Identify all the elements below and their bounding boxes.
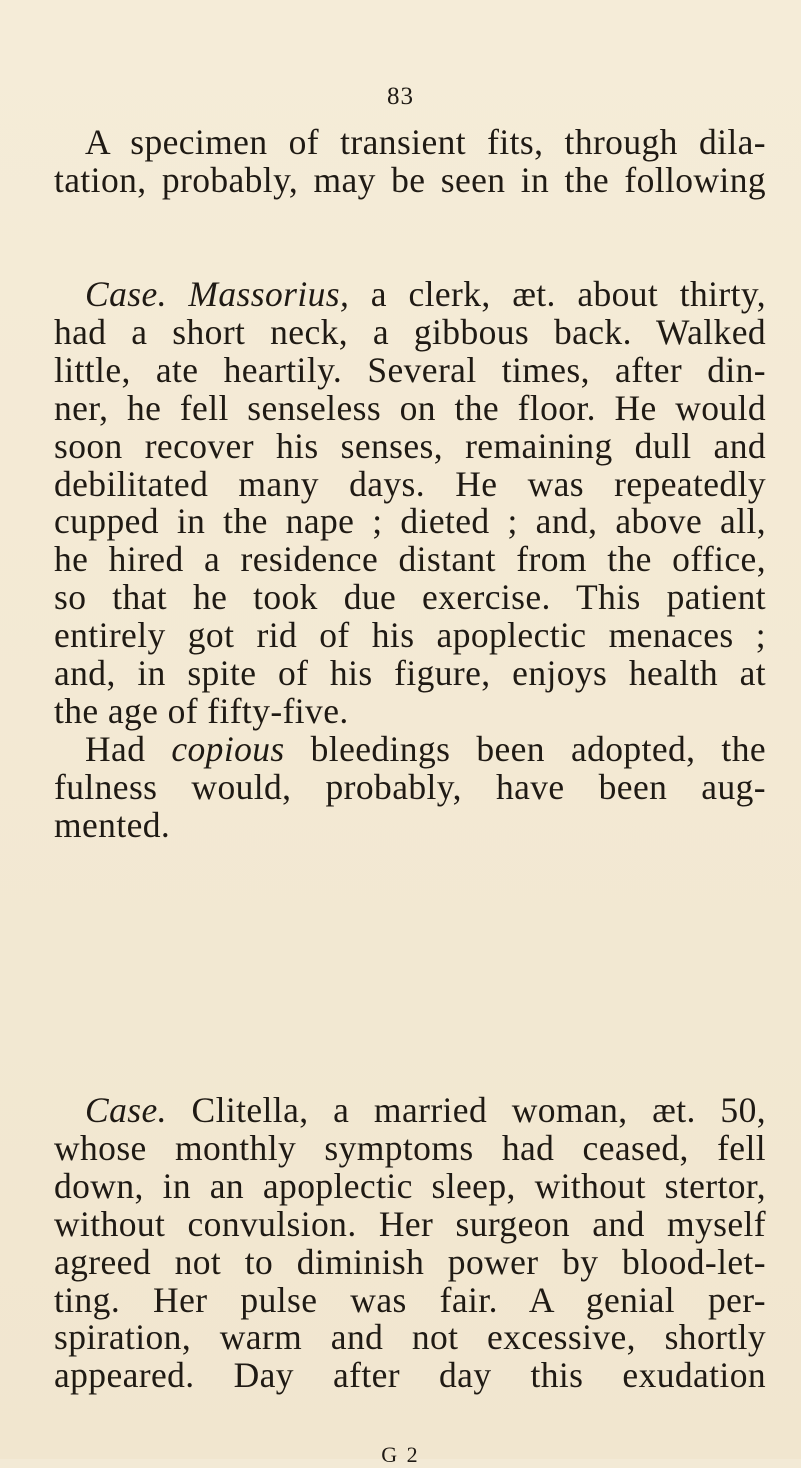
text-line: spiration, warm and not excessive, shortly (54, 1317, 766, 1358)
text-line: so that he took due exercise. This patient (54, 577, 766, 618)
text-line: ner, he fell senseless on the floor. He would (54, 387, 766, 428)
case-heading-line (54, 1092, 766, 1130)
text-line (54, 728, 767, 769)
text-line: debilitated many days. He was repeatedly (54, 463, 766, 504)
text-line: appeared. Day after day this exudation (54, 1355, 766, 1396)
text-line: agreed not to diminish power by blood-let- (54, 1241, 766, 1282)
text-line: down, in an apoplectic sleep, without stertor, (54, 1165, 766, 1206)
case-heading-line (54, 276, 766, 314)
text-line: mented. (54, 804, 171, 845)
text-line: A specimen of transient fits, through dila- (85, 122, 766, 162)
page-number: 83 (387, 83, 414, 110)
text-line: cupped in the nape ; dieted ; and, above all, (54, 501, 766, 542)
text-line: whose monthly symptoms had ceased, fell (54, 1127, 766, 1168)
text-line: he hired a residence distant from the office, (54, 539, 766, 580)
case-label: Case. (85, 274, 167, 314)
text-fragment: Clitella, a married woman, æt. 50, (191, 1090, 766, 1130)
text-line: the age of fifty-five. (54, 690, 349, 731)
text-line: entirely got rid of his apoplectic menaces ; (54, 615, 766, 656)
text-line: fulness would, probably, have been aug- (54, 766, 766, 807)
text-fragment: bleedings been adopted, the (310, 728, 767, 769)
signature-mark: G 2 (381, 1442, 420, 1467)
text-line: little, ate heartily. Several times, after din- (54, 349, 766, 390)
text-line: without convulsion. Her surgeon and myself (54, 1203, 766, 1244)
case-label: Case. (85, 1090, 167, 1130)
text-fragment: Had (85, 728, 146, 769)
patient-name: Massorius, (188, 274, 350, 314)
text-line: tation, probably, may be seen in the following (54, 159, 766, 200)
paragraph-case-clitella (54, 1092, 766, 1395)
text-line: ting. Her pulse was fair. A genial per- (54, 1279, 766, 1320)
text-line: soon recover his senses, remaining dull and (54, 425, 766, 466)
paragraph-case-massorius (54, 276, 766, 845)
text-fragment: a clerk, æt. about thirty, (370, 274, 767, 314)
emphasis-word: copious (171, 728, 285, 769)
paragraph-intro (54, 124, 766, 200)
text-line: had a short neck, a gibbous back. Walked (54, 311, 766, 352)
text-line: and, in spite of his figure, enjoys health at (54, 653, 766, 694)
